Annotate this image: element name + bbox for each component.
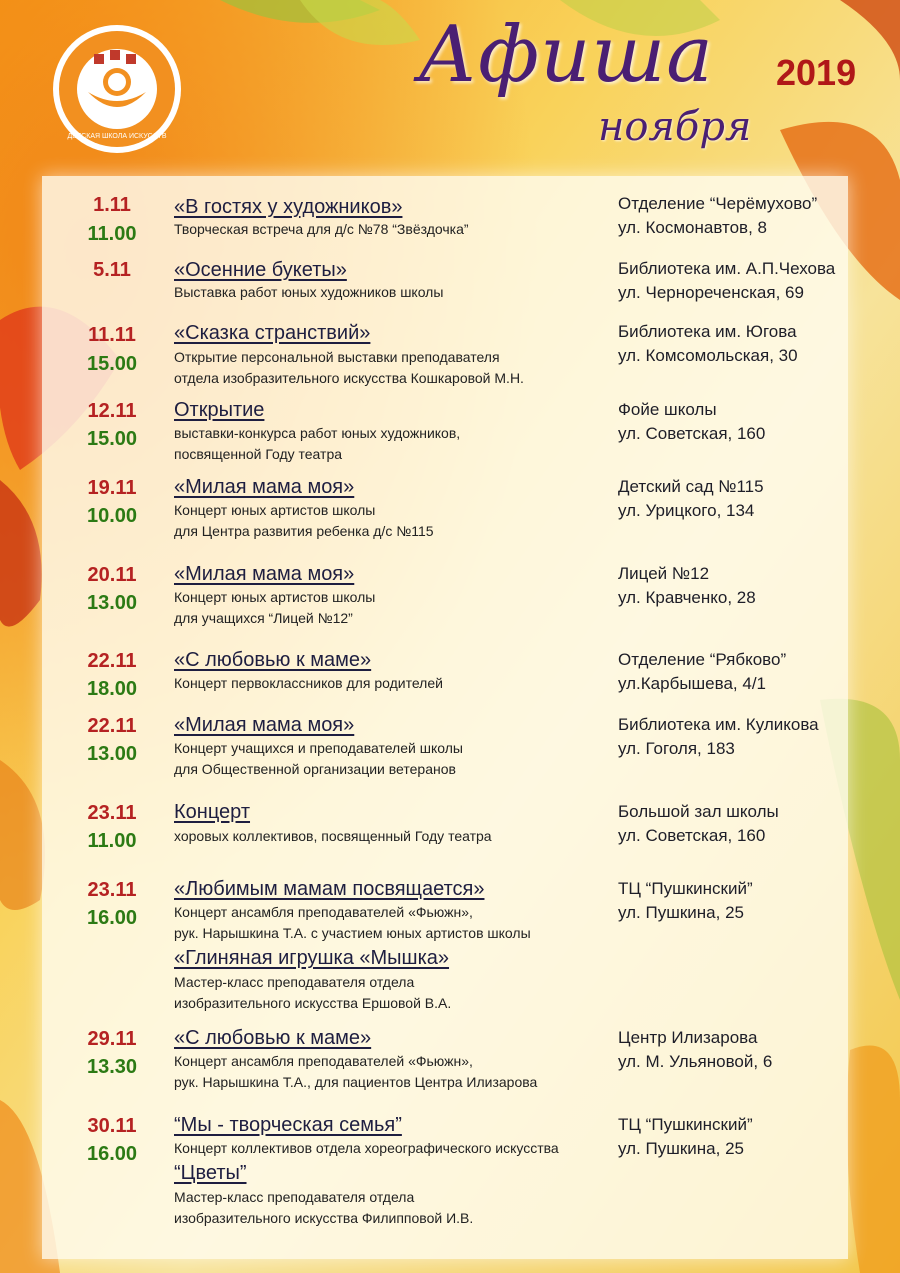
event-description-line: рук. Нарышкина Т.А., для пациентов Центра Илизарова: [174, 1074, 538, 1090]
event-description-line: Концерт юных артистов школы: [174, 589, 376, 605]
event-venue: Библиотека им. Югова: [618, 322, 797, 341]
event-venue: Фойе школы: [618, 400, 717, 419]
event-address: ул. Пушкина, 25: [618, 903, 744, 922]
event-address: ул. Советская, 160: [618, 826, 766, 845]
event-date: 23.11: [87, 802, 137, 824]
event-description-line: для Общественной организации ветеранов: [174, 761, 456, 777]
event-address: ул. М. Ульяновой, 6: [618, 1052, 773, 1071]
event-description-line: для Центра развития ребенка д/с №115: [174, 523, 434, 539]
event-date: 12.11: [87, 400, 137, 422]
event-description-line: Концерт ансамбля преподавателей «Фьюжн»,: [174, 1053, 473, 1069]
event-title[interactable]: «Милая мама моя»: [174, 563, 355, 585]
event-description-line: посвященной Году театра: [174, 446, 343, 462]
event-description-line: выставки-конкурса работ юных художников,: [174, 425, 461, 441]
event-description-line: Творческая встреча для д/с №78 “Звёздочка”: [174, 221, 469, 237]
event-title[interactable]: Концерт: [174, 801, 251, 823]
event-date: 11.11: [88, 324, 136, 346]
event-venue: Большой зал школы: [618, 802, 779, 821]
event-address: ул. Урицкого, 134: [618, 501, 755, 520]
event-title[interactable]: «Сказка странствий»: [174, 322, 371, 344]
event-address: ул. Кравченко, 28: [618, 588, 756, 607]
event-address: ул. Пушкина, 25: [618, 1139, 744, 1158]
event-title-secondary[interactable]: “Цветы”: [174, 1162, 247, 1184]
event-description-line: Концерт коллективов отдела хореографического искусства: [174, 1140, 559, 1156]
event-description-line: отдела изобразительного искусства Кошкаровой М.Н.: [174, 370, 524, 386]
poster-title: Афиша: [418, 10, 714, 100]
event-venue: ТЦ “Пушкинский”: [618, 1115, 753, 1134]
event-description-line: изобразительного искусства Филипповой И.В.: [174, 1210, 474, 1226]
event-title[interactable]: «С любовью к маме»: [174, 649, 372, 671]
event-description-line: Выставка работ юных художников школы: [174, 284, 444, 300]
event-venue: Детский сад №115: [618, 477, 764, 496]
event-date: 23.11: [87, 879, 137, 901]
event-description-line: для учащихся “Лицей №12”: [174, 610, 353, 626]
event-date: 30.11: [87, 1115, 137, 1137]
event-time: 16.00: [86, 1143, 138, 1165]
event-date: 29.11: [87, 1028, 137, 1050]
event-address: ул. Советская, 160: [618, 424, 766, 443]
event-address: ул.Карбышева, 4/1: [618, 674, 767, 693]
event-time: 18.00: [86, 678, 138, 700]
event-description-line: хоровых коллективов, посвященный Году театра: [174, 828, 492, 844]
event-title[interactable]: «С любовью к маме»: [174, 1027, 372, 1049]
svg-text:ДЕТСКАЯ ШКОЛА ИСКУССТВ: ДЕТСКАЯ ШКОЛА ИСКУССТВ: [67, 133, 167, 140]
event-time: 15.00: [86, 353, 138, 375]
event-time: 15.00: [86, 428, 138, 450]
event-date: 19.11: [87, 477, 137, 499]
event-description-line: Концерт первоклассников для родителей: [174, 675, 443, 691]
event-title[interactable]: Открытие: [174, 399, 265, 421]
event-date: 5.11: [93, 259, 131, 281]
event-date: 1.11: [93, 194, 131, 216]
event-description-line: Концерт учащихся и преподавателей школы: [174, 740, 463, 756]
event-time: 13.00: [86, 743, 138, 765]
school-logo: [50, 22, 184, 156]
event-title[interactable]: «Любимым мамам посвящается»: [174, 878, 485, 900]
event-time: 13.30: [86, 1056, 138, 1078]
poster-subtitle: ноября: [598, 104, 752, 150]
event-title[interactable]: «Милая мама моя»: [174, 476, 355, 498]
event-time: 16.00: [86, 907, 138, 929]
event-venue: Библиотека им. Куликова: [618, 715, 819, 734]
event-address: ул. Гоголя, 183: [618, 739, 735, 758]
event-description-line: рук. Нарышкина Т.А. с участием юных артистов школы: [174, 925, 531, 941]
event-description-line: Концерт юных артистов школы: [174, 502, 376, 518]
event-description-line: Концерт ансамбля преподавателей «Фьюжн»,: [174, 904, 473, 920]
event-time: 11.00: [87, 830, 137, 852]
event-date: 22.11: [87, 650, 137, 672]
event-time: 13.00: [86, 592, 138, 614]
event-venue: Отделение “Черёмухово”: [618, 194, 818, 213]
event-address: ул. Комсомольская, 30: [618, 346, 798, 365]
event-description-line: Мастер-класс преподавателя отдела: [174, 1189, 415, 1205]
event-address: ул. Чернореченская, 69: [618, 283, 804, 302]
event-title[interactable]: «Осенние букеты»: [174, 259, 347, 281]
event-venue: Лицей №12: [618, 564, 710, 583]
event-title[interactable]: «В гостях у художников»: [174, 196, 403, 218]
event-venue: Отделение “Рябково”: [618, 650, 787, 669]
event-title[interactable]: “Мы - творческая семья”: [174, 1114, 402, 1136]
event-title-secondary[interactable]: «Глиняная игрушка «Мышка»: [174, 947, 450, 969]
event-title[interactable]: «Милая мама моя»: [174, 714, 355, 736]
event-venue: ТЦ “Пушкинский”: [618, 879, 753, 898]
event-description-line: Открытие персональной выставки преподавателя: [174, 349, 500, 365]
event-time: 11.00: [87, 223, 137, 245]
event-venue: Центр Илизарова: [618, 1028, 758, 1047]
event-venue: Библиотека им. А.П.Чехова: [618, 259, 836, 278]
poster-year: 2019: [776, 52, 857, 93]
event-address: ул. Космонавтов, 8: [618, 218, 767, 237]
event-date: 20.11: [87, 564, 137, 586]
event-description-line: Мастер-класс преподавателя отдела: [174, 974, 415, 990]
event-description-line: изобразительного искусства Ершовой В.А.: [174, 995, 452, 1011]
event-date: 22.11: [87, 715, 137, 737]
event-time: 10.00: [86, 505, 138, 527]
